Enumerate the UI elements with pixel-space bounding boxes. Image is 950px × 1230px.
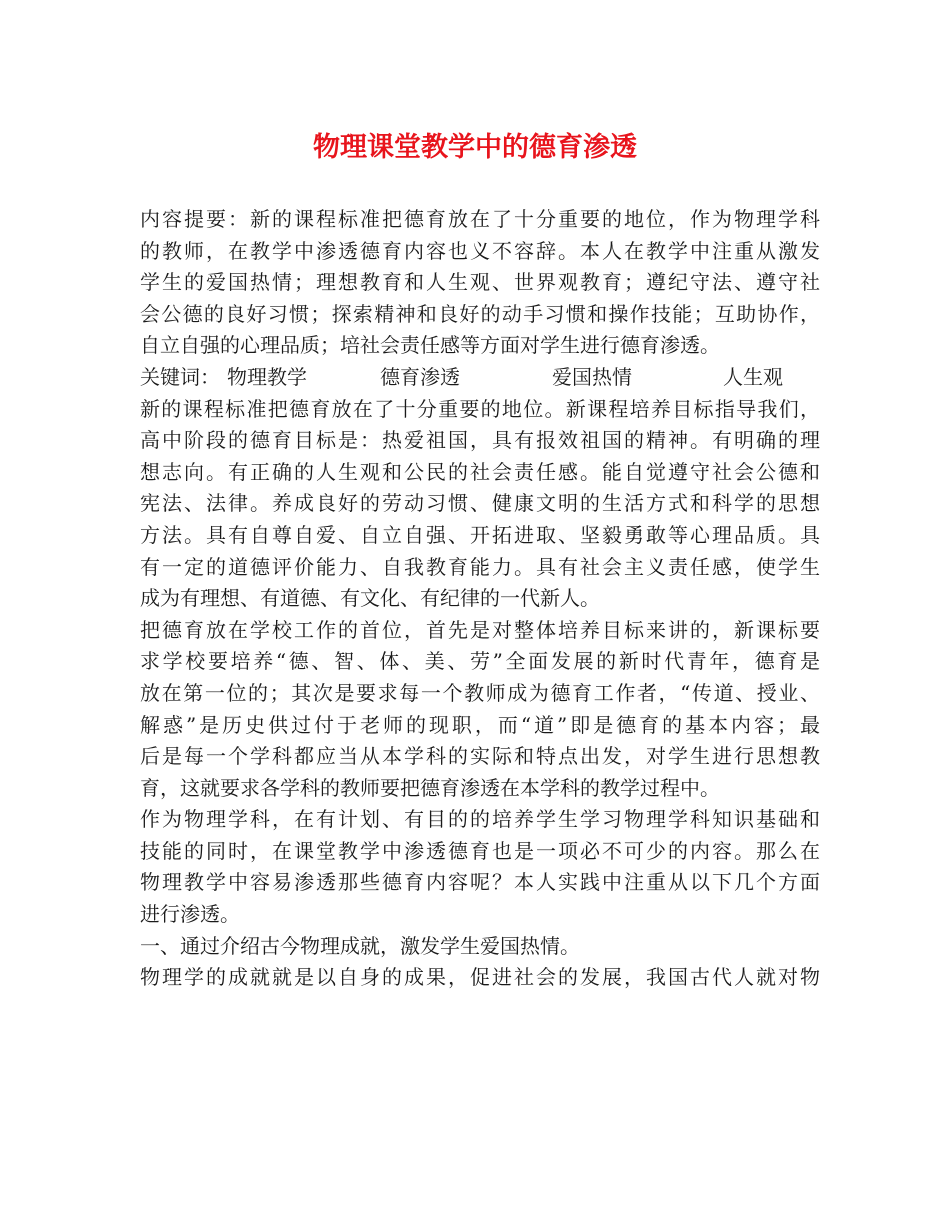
- keyword-item: 物理教学: [227, 364, 307, 389]
- abstract-line: 自立自强的心理品质；培社会责任感等方面对学生进行德育渗透。: [140, 333, 720, 358]
- paragraph-line: 方法。具有自尊自爱、自立自强、开拓进取、坚毅勇敢等心理品质。具: [140, 522, 820, 547]
- abstract-line: 会公德的良好习惯；探索精神和良好的动手习惯和操作技能；互助协作，: [140, 301, 820, 326]
- paragraph-line: 成为有理想、有道德、有文化、有纪律的一代新人。: [140, 586, 600, 611]
- keyword-item: 德育渗透: [380, 364, 460, 389]
- paragraph-line: 有一定的道德评价能力、自我教育能力。具有社会主义责任感，使学生: [140, 554, 820, 579]
- document-title: 物理课堂教学中的德育渗透: [313, 132, 637, 163]
- paragraph: [140, 962, 820, 994]
- paragraph-line: 高中阶段的德育目标是：热爱祖国，具有报效祖国的精神。有明确的理: [140, 428, 820, 453]
- paragraph-line: 育，这就要求各学科的教师要把德育渗透在本学科的教学过程中。: [140, 775, 720, 800]
- abstract-line: 的教师，在教学中渗透德育内容也义不容辞。本人在教学中注重从激发: [140, 238, 820, 263]
- keywords: [140, 362, 820, 394]
- section-heading: 一、通过介绍古今物理成就，激发学生爱国热情。: [140, 933, 580, 958]
- paragraph-line: 技能的同时，在课堂教学中渗透德育也是一项必不可少的内容。那么在: [140, 838, 820, 863]
- paragraph: [140, 394, 820, 615]
- paragraph: [140, 615, 820, 805]
- paragraph-line: 想志向。有正确的人生观和公民的社会责任感。能自觉遵守社会公德和: [140, 459, 820, 484]
- paragraph-line: 物理教学中容易渗透那些德育内容呢？本人实践中注重从以下几个方面: [140, 870, 820, 895]
- abstract: [140, 204, 820, 362]
- paragraph-line: 作为物理学科，在有计划、有目的的培养学生学习物理学科知识基础和: [140, 807, 820, 832]
- paragraph-line: 把德育放在学校工作的首位，首先是对整体培养目标来讲的，新课标要: [140, 617, 820, 642]
- paragraph-line: 后是每一个学科都应当从本学科的实际和特点出发，对学生进行思想教: [140, 744, 820, 769]
- document-body: [140, 204, 820, 994]
- keyword-item: 爱国热情: [552, 364, 632, 389]
- paragraph-line: 宪法、法律。养成良好的劳动习惯、健康文明的生活方式和科学的思想: [140, 491, 820, 516]
- abstract-line: 学生的爱国热情；理想教育和人生观、世界观教育；遵纪守法、遵守社: [140, 270, 820, 295]
- abstract-line: 内容提要：新的课程标准把德育放在了十分重要的地位，作为物理学科: [140, 207, 820, 231]
- paragraph-line: 进行渗透。: [140, 902, 240, 927]
- keyword-item: 人生观: [723, 364, 783, 389]
- paragraph-line: 求学校要培养“德、智、体、美、劳”全面发展的新时代青年，德育是: [140, 649, 820, 674]
- paragraph-line: 物理学的成就就是以自身的成果，促进社会的发展，我国古代人就对物: [140, 965, 820, 990]
- keywords-label: 关键词：: [140, 364, 220, 389]
- paragraph-line: 解惑”是历史供过付于老师的现职，而“道”即是德育的基本内容；最: [140, 712, 820, 737]
- paragraph: [140, 804, 820, 930]
- paragraph-line: 放在第一位的；其次是要求每一个教师成为德育工作者，“传道、授业、: [140, 680, 820, 705]
- paragraph-line: 新的课程标准把德育放在了十分重要的地位。新课程培养目标指导我们，: [140, 396, 820, 421]
